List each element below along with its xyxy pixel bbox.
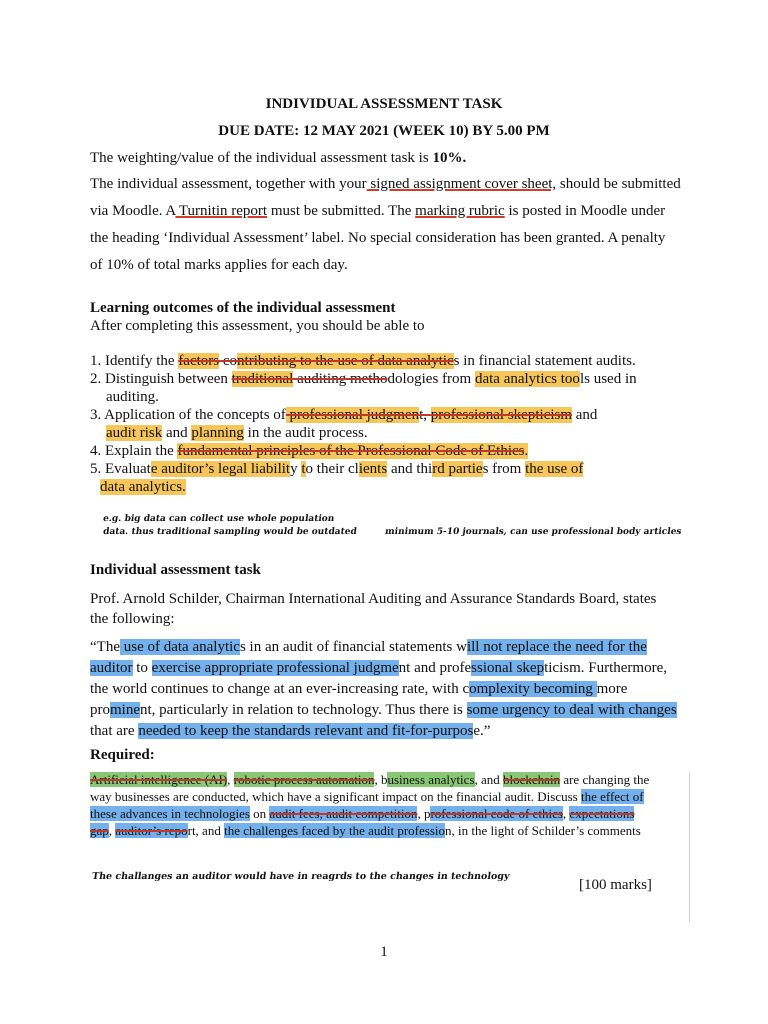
outcome-text: and bbox=[162, 425, 192, 441]
highlight: rofessional code of ethics bbox=[430, 806, 563, 821]
highlight: use of data analytic bbox=[119, 639, 240, 655]
highlight: ssional skep bbox=[471, 660, 545, 676]
quote-text: “The bbox=[90, 639, 120, 655]
intro-line-4: of 10% of total marks applies for each day. bbox=[90, 257, 348, 273]
required-text: , and bbox=[474, 772, 504, 787]
outcome-text: co bbox=[219, 353, 238, 369]
outcome-text: ls used in bbox=[579, 371, 637, 387]
outcome-3 bbox=[90, 406, 597, 424]
outcome-text: 5. Evaluat bbox=[90, 461, 151, 477]
outcome-text: and bbox=[572, 407, 598, 423]
outcome-text: 3. Application of the concepts of bbox=[90, 407, 286, 423]
highlight: professional judgmen bbox=[285, 407, 420, 423]
required-text: , b bbox=[374, 772, 388, 787]
required-text: are changing the bbox=[560, 772, 650, 787]
outcome-text: t, bbox=[419, 407, 431, 423]
quote-text: e.” bbox=[473, 723, 491, 739]
weighting-line bbox=[90, 149, 466, 167]
due-date: DUE DATE: 12 MAY 2021 (WEEK 10) BY 5.00 PM bbox=[218, 123, 550, 139]
note-big-data-2: data. thus traditional sampling would be outdated bbox=[102, 527, 358, 537]
highlight: blockchain bbox=[503, 772, 561, 787]
highlight: ill not replace the need for the bbox=[466, 639, 647, 655]
weighting-value: 10%. bbox=[432, 150, 467, 166]
highlight: planning bbox=[191, 425, 244, 441]
task-heading: Individual assessment task bbox=[90, 562, 261, 578]
quote-text: nt and profe bbox=[398, 660, 472, 676]
document-title: INDIVIDUAL ASSESSMENT TASK bbox=[265, 96, 503, 112]
highlight: audit fees, audit competition bbox=[269, 806, 418, 821]
highlight: audit risk bbox=[106, 425, 163, 441]
quote-text: pro bbox=[90, 702, 110, 718]
required-text: , bbox=[562, 806, 570, 821]
highlight: data analytics too bbox=[474, 371, 580, 387]
highlight: the challenges faced by the audit professio bbox=[224, 823, 445, 838]
outcome-3-cont bbox=[106, 424, 368, 442]
highlight: gap bbox=[90, 823, 109, 838]
highlight: some urgency to deal with changes bbox=[466, 702, 677, 718]
intro-text: The individual assessment, together with your bbox=[90, 176, 367, 192]
highlight: ntributing to the use of data analytic bbox=[237, 353, 454, 369]
intro-text: via Moodle. A bbox=[90, 203, 176, 219]
required-line-2 bbox=[90, 789, 644, 805]
highlight: propriate professional judgme bbox=[218, 660, 399, 676]
intro-line-1 bbox=[90, 175, 681, 193]
highlight: auditor’s repo bbox=[115, 823, 188, 838]
quote-text: that are bbox=[90, 723, 139, 739]
cover-sheet-text: signed assignment cover sheet, bbox=[366, 176, 557, 192]
highlight: data analytics. bbox=[100, 479, 186, 495]
required-line-4 bbox=[90, 823, 641, 839]
outcome-text: and thi bbox=[387, 461, 433, 477]
required-text: rt, and bbox=[187, 823, 225, 838]
outcome-4 bbox=[90, 442, 528, 460]
intro-text: must be submitted. The bbox=[267, 203, 416, 219]
required-text: on bbox=[249, 806, 270, 821]
required-text: , bbox=[108, 823, 116, 838]
highlight: needed to keep the standards relevant and fit-for-purpos bbox=[138, 723, 474, 739]
outcome-5 bbox=[90, 460, 583, 478]
required-text: , bbox=[227, 772, 234, 787]
highlight: professional skepticism bbox=[430, 407, 573, 423]
required-text: , p bbox=[417, 806, 431, 821]
intro-line-2 bbox=[90, 202, 665, 220]
highlight: traditional bbox=[231, 371, 294, 387]
quote-text: the world continues to change at an ever-increasing rate, with c bbox=[90, 681, 470, 697]
weighting-text: The weighting/value of the individual assessment task is bbox=[90, 150, 433, 166]
marking-rubric-text: marking rubric bbox=[415, 203, 505, 219]
task-intro-1: Prof. Arnold Schilder, Chairman International Auditing and Assurance Standards Board, states bbox=[90, 591, 657, 607]
outcome-text: auditing metho bbox=[293, 371, 388, 387]
required-text: n, in the light of Schilder’s comments bbox=[445, 823, 641, 838]
highlight: t bbox=[301, 461, 306, 477]
outcome-text: y bbox=[290, 461, 302, 477]
highlight: robotic process automation bbox=[233, 772, 375, 787]
intro-text: should be submitted bbox=[556, 176, 681, 192]
outcomes-heading: Learning outcomes of the individual assessment bbox=[90, 300, 396, 316]
outcome-text: 2. Distinguish between bbox=[90, 371, 232, 387]
quote-text: more bbox=[596, 681, 628, 697]
required-line-3 bbox=[90, 806, 634, 822]
outcome-1 bbox=[90, 352, 636, 370]
highlight: usiness analytics bbox=[387, 772, 475, 787]
outcome-text: o their cl bbox=[305, 461, 359, 477]
outcome-2 bbox=[90, 370, 637, 388]
highlight: . bbox=[524, 443, 529, 459]
margin-rule bbox=[689, 772, 690, 922]
quote-text: s in an audit of financial statements w bbox=[239, 639, 467, 655]
highlight: auditor bbox=[90, 660, 133, 676]
outcome-text: 4. Explain the bbox=[90, 443, 178, 459]
outcome-text: dologies from bbox=[387, 371, 475, 387]
outcomes-subheading: After completing this assessment, you should be able to bbox=[90, 318, 425, 334]
quote-text: to bbox=[132, 660, 152, 676]
required-heading: Required: bbox=[90, 747, 155, 763]
note-challenges: The challanges an auditor would have in reagrds to the changes in technology bbox=[91, 871, 511, 882]
page-number: 1 bbox=[380, 944, 388, 960]
highlight: factors bbox=[178, 353, 220, 369]
highlight: these advances in technologies bbox=[90, 806, 250, 821]
quote-line-1 bbox=[90, 638, 647, 656]
highlight: e auditor’s legal liabilit bbox=[150, 461, 291, 477]
intro-line-3: the heading ‘Individual Assessment’ label. No special consideration has been granted. A penalty bbox=[90, 230, 666, 246]
outcome-text: s from bbox=[482, 461, 526, 477]
highlight: fundamental principles of the Professional Code of Ethics bbox=[177, 443, 525, 459]
quote-line-4 bbox=[90, 701, 677, 719]
required-text: way businesses are conducted, which have a significant impact on the financial audit. Discuss bbox=[90, 789, 581, 804]
task-intro-2: the following: bbox=[90, 611, 175, 627]
quote-text: nt, particularly in relation to technology. Thus there is bbox=[140, 702, 467, 718]
outcome-2-cont: auditing. bbox=[106, 389, 159, 405]
highlight: the effect of bbox=[580, 789, 644, 804]
required-line-1 bbox=[90, 772, 649, 788]
intro-text: is posted in Moodle under bbox=[504, 203, 666, 219]
note-journals: minimum 5-10 journals, can use professional body articles bbox=[384, 527, 683, 537]
outcome-text: in the audit process. bbox=[243, 425, 368, 441]
highlight: ients bbox=[358, 461, 388, 477]
outcome-5-cont bbox=[100, 478, 186, 496]
quote-line-5 bbox=[90, 722, 490, 740]
highlight: Artificial intelligence (AI) bbox=[90, 772, 228, 787]
quote-line-2 bbox=[90, 659, 667, 677]
highlight: the use of bbox=[525, 461, 584, 477]
note-big-data-1: e.g. big data can collect use whole population bbox=[102, 514, 335, 524]
quote-text: ticism. Furthermore, bbox=[544, 660, 667, 676]
turnitin-text: Turnitin report bbox=[175, 203, 268, 219]
quote-line-3 bbox=[90, 680, 627, 698]
highlight: exercise ap bbox=[151, 660, 219, 676]
highlight: omplexity becoming bbox=[469, 681, 597, 697]
outcome-text: s in financial statement audits. bbox=[453, 353, 636, 369]
highlight: mine bbox=[110, 702, 140, 718]
marks-label: [100 marks] bbox=[579, 877, 652, 893]
highlight: rd partie bbox=[432, 461, 483, 477]
highlight: expectations bbox=[569, 806, 635, 821]
outcome-text: 1. Identify the bbox=[90, 353, 179, 369]
